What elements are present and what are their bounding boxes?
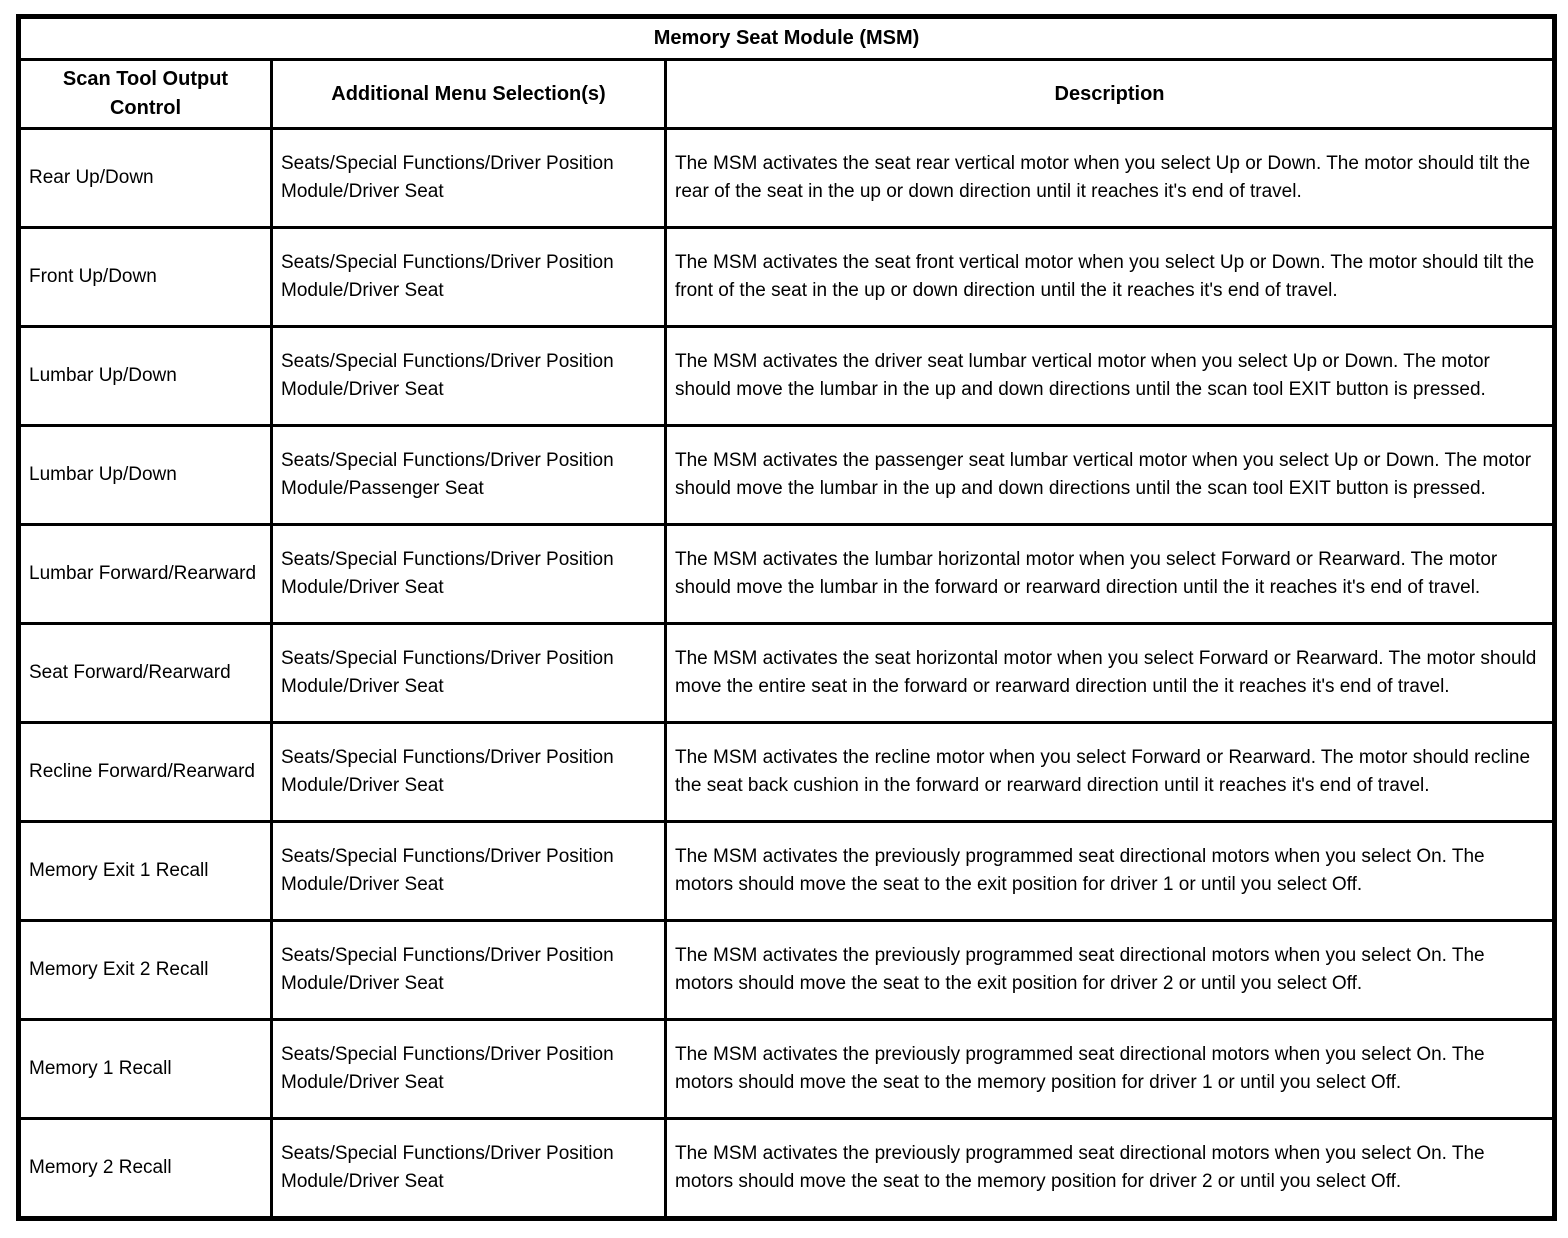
table-row (19, 624, 1555, 723)
table-row (19, 921, 1555, 1020)
menu-cell: Seats/Special Functions/Driver Position Module/Driver Seat (272, 129, 666, 228)
menu-cell: Seats/Special Functions/Driver Position Module/Driver Seat (272, 525, 666, 624)
control-cell: Memory 1 Recall (19, 1020, 272, 1119)
menu-cell: Seats/Special Functions/Driver Position Module/Driver Seat (272, 723, 666, 822)
table-header-row (19, 60, 1555, 129)
control-cell: Rear Up/Down (19, 129, 272, 228)
description-cell: The MSM activates the previously programmed seat directional motors when you select On. The motors should move the seat to the memory position for driver 1 or until you select Off. (666, 1020, 1555, 1119)
control-cell: Memory 2 Recall (19, 1119, 272, 1219)
description-cell: The MSM activates the previously programmed seat directional motors when you select On. The motors should move the seat to the exit position for driver 1 or until you select Off. (666, 822, 1555, 921)
menu-cell: Seats/Special Functions/Driver Position Module/Driver Seat (272, 822, 666, 921)
menu-cell: Seats/Special Functions/Driver Position Module/Driver Seat (272, 228, 666, 327)
description-cell: The MSM activates the passenger seat lumbar vertical motor when you select Up or Down. The motor should move the lumbar in the up and down directions until the scan tool EXIT button is pressed. (666, 426, 1555, 525)
table-row (19, 1119, 1555, 1219)
control-cell: Lumbar Up/Down (19, 327, 272, 426)
header-description: Description (666, 60, 1555, 129)
description-cell: The MSM activates the lumbar horizontal motor when you select Forward or Rearward. The motor should move the lumbar in the forward or rearward direction until the it reaches it's end of travel. (666, 525, 1555, 624)
description-cell: The MSM activates the driver seat lumbar vertical motor when you select Up or Down. The motor should move the lumbar in the up and down directions until the scan tool EXIT button is pressed. (666, 327, 1555, 426)
table-row (19, 1020, 1555, 1119)
header-additional-menu-selections: Additional Menu Selection(s) (272, 60, 666, 129)
menu-cell: Seats/Special Functions/Driver Position Module/Driver Seat (272, 327, 666, 426)
msm-table (16, 14, 1557, 1221)
table-row (19, 228, 1555, 327)
control-cell: Memory Exit 2 Recall (19, 921, 272, 1020)
description-cell: The MSM activates the previously programmed seat directional motors when you select On. The motors should move the seat to the exit position for driver 2 or until you select Off. (666, 921, 1555, 1020)
control-cell: Seat Forward/Rearward (19, 624, 272, 723)
description-cell: The MSM activates the previously programmed seat directional motors when you select On. The motors should move the seat to the memory position for driver 2 or until you select Off. (666, 1119, 1555, 1219)
table-row (19, 426, 1555, 525)
control-cell: Front Up/Down (19, 228, 272, 327)
header-scan-tool-output-control: Scan Tool Output Control (19, 60, 272, 129)
menu-cell: Seats/Special Functions/Driver Position Module/Driver Seat (272, 921, 666, 1020)
menu-cell: Seats/Special Functions/Driver Position Module/Driver Seat (272, 624, 666, 723)
menu-cell: Seats/Special Functions/Driver Position Module/Driver Seat (272, 1119, 666, 1219)
table-title: Memory Seat Module (MSM) (19, 17, 1555, 60)
menu-cell: Seats/Special Functions/Driver Position Module/Passenger Seat (272, 426, 666, 525)
table-row (19, 822, 1555, 921)
table-row (19, 129, 1555, 228)
table-row (19, 525, 1555, 624)
control-cell: Memory Exit 1 Recall (19, 822, 272, 921)
description-cell: The MSM activates the recline motor when you select Forward or Rearward. The motor should recline the seat back cushion in the forward or rearward direction until it reaches it's end of travel. (666, 723, 1555, 822)
table-row (19, 723, 1555, 822)
menu-cell: Seats/Special Functions/Driver Position Module/Driver Seat (272, 1020, 666, 1119)
control-cell: Lumbar Up/Down (19, 426, 272, 525)
control-cell: Lumbar Forward/Rearward (19, 525, 272, 624)
table-row (19, 327, 1555, 426)
control-cell: Recline Forward/Rearward (19, 723, 272, 822)
table-body (19, 129, 1555, 1219)
description-cell: The MSM activates the seat front vertical motor when you select Up or Down. The motor should tilt the front of the seat in the up or down direction until the it reaches it's end of travel. (666, 228, 1555, 327)
description-cell: The MSM activates the seat rear vertical motor when you select Up or Down. The motor should tilt the rear of the seat in the up or down direction until it reaches it's end of travel. (666, 129, 1555, 228)
table-title-row (19, 17, 1555, 60)
description-cell: The MSM activates the seat horizontal motor when you select Forward or Rearward. The motor should move the entire seat in the forward or rearward direction until the it reaches it's end of travel. (666, 624, 1555, 723)
